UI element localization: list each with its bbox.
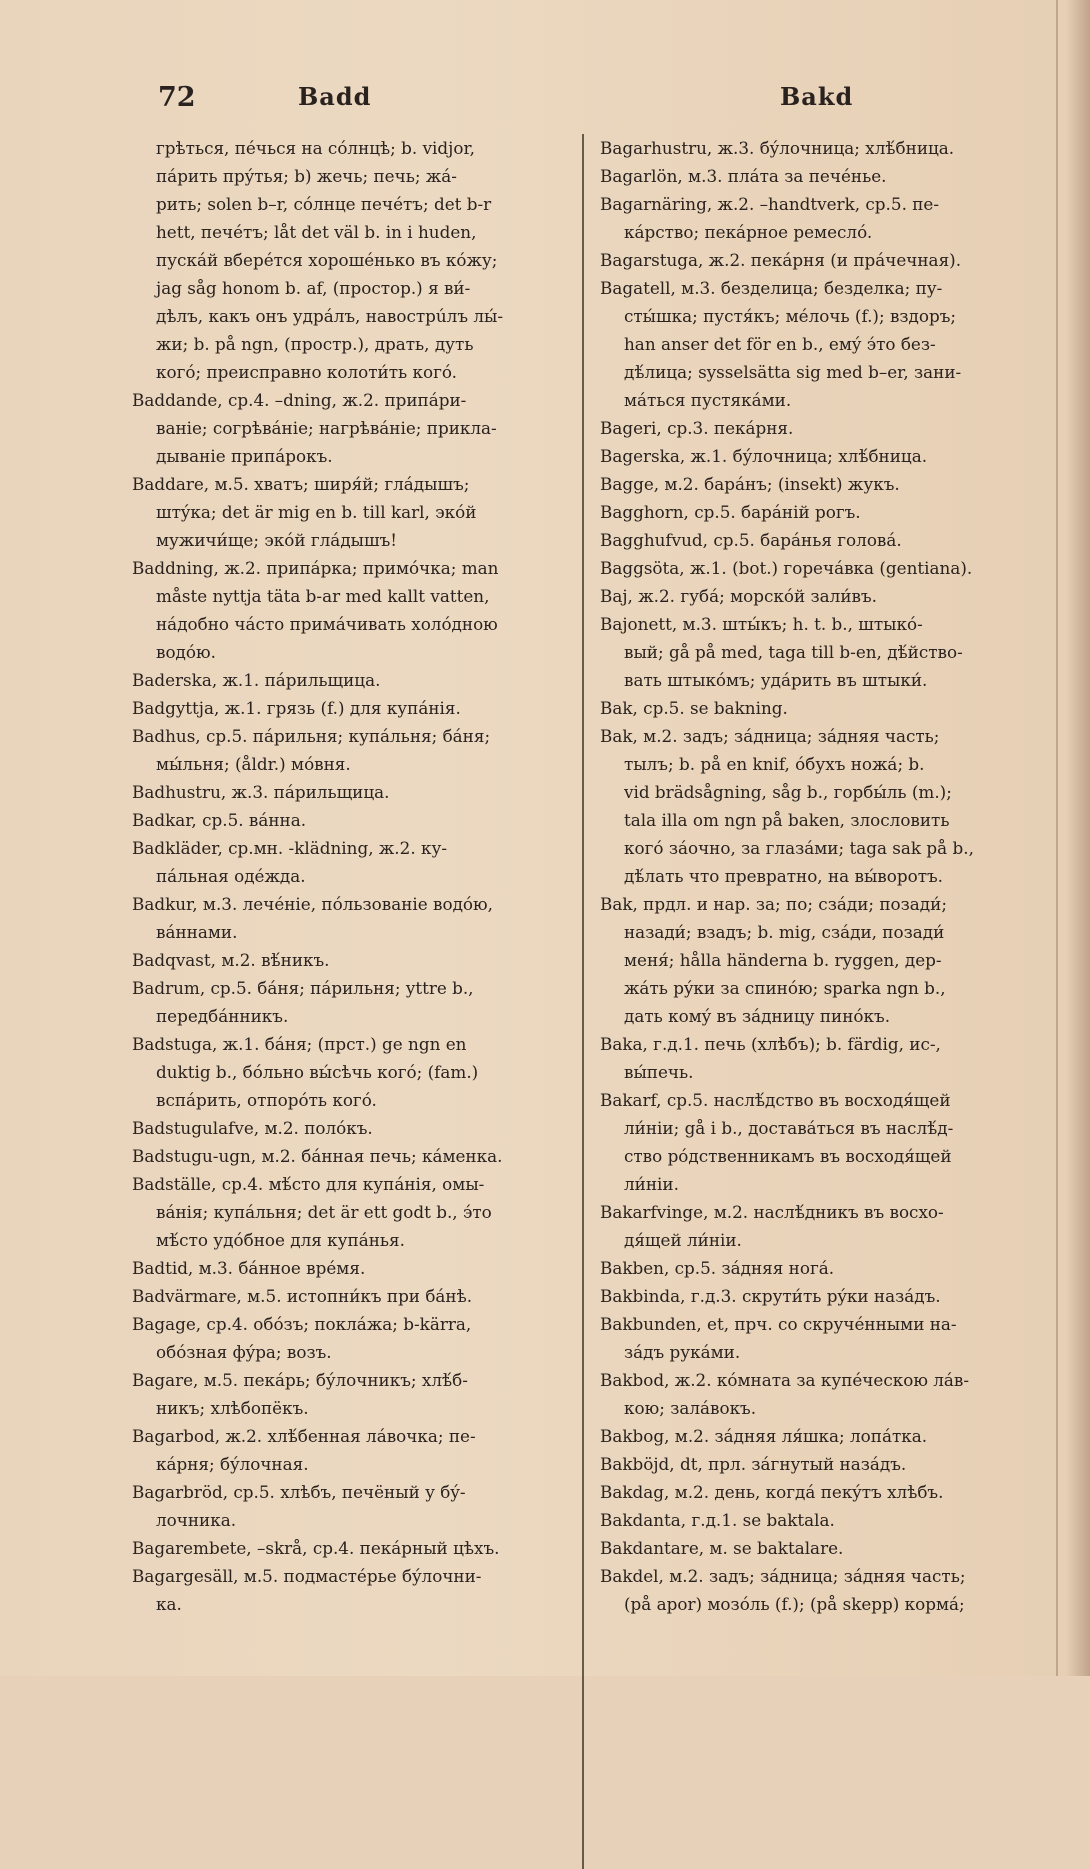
entry-line: жи; b. på ngn, (простр.), драть, дуть <box>156 334 474 354</box>
entry-line: Bagghorn, ср.5. барáній рогъ. <box>600 502 861 522</box>
entry-line: дать комý въ зáдницу пинóкъ. <box>624 1006 891 1026</box>
entry-line: дѣ́лица; sysselsätta sig med b–er, зани- <box>624 362 962 382</box>
dictionary-entry <box>132 1310 582 1366</box>
dictionary-entry <box>132 470 582 554</box>
entry-line: Bagarlön, м.3. плáта за печéнье. <box>600 166 887 186</box>
dictionary-entry <box>600 246 1047 274</box>
entry-line: сты́шка; пустя́къ; мéлочь (f.); вздоръ; <box>624 306 957 326</box>
dictionary-entry <box>132 1562 582 1618</box>
entry-line: duktig b., бóльно вы́сѣчь когó; (fam.) <box>156 1062 479 1082</box>
entry-line: дываніе припáрокъ. <box>156 446 333 466</box>
entry-line: Bagarhustru, ж.3. бýлочница; хлѣ́бница. <box>600 138 955 158</box>
entry-line: ли́ніи. <box>624 1174 679 1194</box>
entry-line: Baj, ж.2. губá; морскóй зали́въ. <box>600 586 877 606</box>
entry-line: Bakdantare, м. se baktalare. <box>600 1538 844 1558</box>
entry-line: Bagarstuga, ж.2. пекáрня (и прáчечная). <box>600 250 962 270</box>
dictionary-entry <box>600 554 1047 582</box>
entry-line: Badgyttja, ж.1. грязь (f.) для купáнія. <box>132 698 461 718</box>
entry-line: жáть рýки за спинóю; sparka ngn b., <box>624 978 946 998</box>
entry-line: Badrum, ср.5. бáня; пáрильня; yttre b., <box>132 978 474 998</box>
entry-line: грѣться, пéчься на сóлнцѣ; b. vidjor, <box>156 138 475 158</box>
running-header <box>150 82 1060 122</box>
dictionary-entry <box>132 806 582 834</box>
entry-line: штýка; det är mig en b. till karl, экóй <box>156 502 477 522</box>
entry-line: Baggsöta, ж.1. (bot.) горечáвка (gentiana). <box>600 558 973 578</box>
dictionary-entry <box>600 414 1047 442</box>
entry-line: jag såg honom b. af, (простор.) я ви́- <box>156 278 471 298</box>
dictionary-entry <box>600 722 1047 890</box>
dictionary-entry <box>600 442 1047 470</box>
entry-line: Bagarembete, –skrå, ср.4. пекáрный цѣхъ. <box>132 1538 500 1558</box>
entry-line: вать штыкóмъ; удáрить въ штыки́. <box>624 670 928 690</box>
entry-line: вáннами. <box>156 922 238 942</box>
dictionary-entry <box>600 1198 1047 1254</box>
entry-line: Bajonett, м.3. шты́къ; h. t. b., штыкó- <box>600 614 923 634</box>
dictionary-entry <box>600 890 1047 1030</box>
entry-line: водóю. <box>156 642 216 662</box>
entry-line: Badstuga, ж.1. бáня; (прст.) ge ngn en <box>132 1034 467 1054</box>
entry-line: Bagge, м.2. барáнъ; (insekt) жукъ. <box>600 474 900 494</box>
dictionary-entry <box>600 470 1047 498</box>
entry-line: Badkar, ср.5. вáнна. <box>132 810 307 830</box>
entry-line: vid brädsågning, såg b., горбы́ль (m.); <box>624 782 952 802</box>
entry-line: Bagargesäll, м.5. подмастéрье бýлочни- <box>132 1566 482 1586</box>
dictionary-entry <box>600 1534 1047 1562</box>
entry-line: Bak, ср.5. se bakning. <box>600 698 788 718</box>
entry-line: ли́ніи; gå i b., доставáться въ наслѣ́д- <box>624 1118 954 1138</box>
dictionary-entry <box>600 190 1047 246</box>
dictionary-entry <box>132 1254 582 1282</box>
entry-line: Bakarfvinge, м.2. наслѣ́дникъ въ восхо- <box>600 1202 944 1222</box>
entry-line: hett, печéтъ; låt det väl b. in i huden, <box>156 222 477 242</box>
entry-line: вспáрить, отпорóть когó. <box>156 1090 377 1110</box>
entry-line: Bakbog, м.2. зáдняя ля́шка; лопáтка. <box>600 1426 928 1446</box>
entry-line: мы́льня; (åldr.) мóвня. <box>156 754 351 774</box>
dictionary-entry <box>600 1478 1047 1506</box>
dictionary-entry <box>600 1086 1047 1198</box>
dictionary-entry <box>132 1422 582 1478</box>
dictionary-entry <box>132 722 582 778</box>
entry-line: нáдобно чáсто примáчивать холóдною <box>156 614 498 634</box>
entry-line: Bagarbröd, ср.5. хлѣбъ, печёный у бý- <box>132 1482 466 1502</box>
entry-line: tala illa om ngn på baken, злословить <box>624 810 950 830</box>
entry-line: Bagage, ср.4. обóзъ; поклáжа; b-kärra, <box>132 1314 472 1334</box>
entry-line: когó зáочно, за глазáми; taga sak på b., <box>624 838 974 858</box>
dictionary-entry <box>132 1030 582 1114</box>
entry-line: дя́щей ли́ніи. <box>624 1230 742 1250</box>
entry-line: передбáнникъ. <box>156 1006 289 1026</box>
entry-line: han anser det för en b., емý э́то без- <box>624 334 936 354</box>
entry-line: Bagatell, м.3. безделица; безделка; пу- <box>600 278 943 298</box>
page-number: 72 <box>158 82 196 113</box>
entry-line: Bakdanta, г.д.1. se baktala. <box>600 1510 835 1530</box>
entry-line: Bakbinda, г.д.3. скрути́ть рýки назáдъ. <box>600 1286 941 1306</box>
entry-line: Bagarnäring, ж.2. –handtverk, ср.5. пе- <box>600 194 940 214</box>
dictionary-entry <box>600 1254 1047 1282</box>
entry-line: мáться пустякáми. <box>624 390 792 410</box>
entry-line: ваніе; согрѣвáніе; нагрѣвáніе; прикла- <box>156 418 497 438</box>
entry-line: Baddande, ср.4. –dning, ж.2. припáри- <box>132 390 467 410</box>
dictionary-entry <box>600 1030 1047 1086</box>
column-divider <box>582 134 584 1869</box>
dictionary-entry <box>132 974 582 1030</box>
dictionary-entry <box>600 1450 1047 1478</box>
dictionary-entry <box>132 778 582 806</box>
entry-line: Bak, м.2. задъ; зáдница; зáдняя часть; <box>600 726 940 746</box>
dictionary-entry <box>600 1506 1047 1534</box>
dictionary-entry <box>600 134 1047 162</box>
dictionary-entry <box>132 1142 582 1170</box>
entry-line: пускáй вберéтся хорошéнько въ кóжу; <box>156 250 498 270</box>
entry-line: (på apor) мозóль (f.); (på skepp) кормá; <box>624 1594 965 1614</box>
entry-line: мѣ́сто удóбное для купáнья. <box>156 1230 405 1250</box>
entry-line: Bakben, ср.5. зáдняя ногá. <box>600 1258 835 1278</box>
entry-line: Badstugu-ugn, м.2. бáнная печь; кáменка. <box>132 1146 503 1166</box>
dictionary-entry <box>132 386 582 470</box>
entry-line: тылъ; b. på en knif, óбухъ ножá; b. <box>624 754 925 774</box>
dictionary-entry <box>132 1534 582 1562</box>
dictionary-entry <box>600 694 1047 722</box>
entry-line: Bagare, м.5. пекáрь; бýлочникъ; хлѣ́б- <box>132 1370 468 1390</box>
entry-line: пáрить прýтья; b) жечь; печь; жá- <box>156 166 457 186</box>
dictionary-entry <box>600 1282 1047 1310</box>
entry-line: ка. <box>156 1594 182 1614</box>
entry-line: рить; solen b–r, сóлнце печéтъ; det b-r <box>156 194 492 214</box>
entry-line: вáнія; купáльня; det är ett godt b., э́то <box>156 1202 492 1222</box>
entry-line: лочника. <box>156 1510 237 1530</box>
entry-line: Baka, г.д.1. печь (хлѣбъ); b. färdig, ис-, <box>600 1034 941 1054</box>
entry-line: Bak, прдл. и нар. за; по; сзáди; позади́; <box>600 894 947 914</box>
dictionary-entry <box>132 1170 582 1254</box>
dictionary-entry <box>600 274 1047 414</box>
left-column <box>132 134 582 1618</box>
entry-line: кáрство; пекáрное ремеслó. <box>624 222 873 242</box>
dictionary-entry <box>132 834 582 890</box>
entry-line: Baddare, м.5. хватъ; ширя́й; глáдышъ; <box>132 474 470 494</box>
dictionary-entry <box>600 498 1047 526</box>
page-fold <box>1056 0 1058 1676</box>
entry-line: Bagarbod, ж.2. хлѣ́бенная лáвочка; пе- <box>132 1426 476 1446</box>
right-column <box>600 134 1047 1618</box>
entry-line: Bakarf, ср.5. наслѣ́дство въ восходя́щей <box>600 1090 951 1110</box>
entry-line: Badtid, м.3. бáнное врéмя. <box>132 1258 366 1278</box>
entry-line: зáдъ рукáми. <box>624 1342 741 1362</box>
entry-line: кáрня; бýлочная. <box>156 1454 309 1474</box>
entry-line: Bakböjd, dt, прл. зáгнутый назáдъ. <box>600 1454 907 1474</box>
dictionary-entry <box>132 890 582 946</box>
entry-line: Badkur, м.3. лечéніе, пóльзованіе водóю, <box>132 894 493 914</box>
dictionary-entry <box>600 162 1047 190</box>
entry-line: никъ; хлѣбопёкъ. <box>156 1398 309 1418</box>
dictionary-entry <box>132 1114 582 1142</box>
dictionary-entry <box>132 666 582 694</box>
entry-line: дѣлъ, какъ онъ удрáлъ, навострúлъ лы́- <box>156 306 504 326</box>
right-guide-word: Bakd <box>780 82 854 111</box>
dictionary-entry <box>600 526 1047 554</box>
dictionary-entry <box>600 610 1047 694</box>
dictionary-entry <box>600 582 1047 610</box>
left-guide-word: Badd <box>298 82 372 111</box>
entry-line: меня́; hålla händerna b. ryggen, дер- <box>624 950 942 970</box>
entry-line: обóзная фýра; возъ. <box>156 1342 332 1362</box>
dictionary-entry <box>132 1282 582 1310</box>
entry-line: Badhus, ср.5. пáрильня; купáльня; бáня; <box>132 726 491 746</box>
entry-line: Baddning, ж.2. припáрка; примóчка; man <box>132 558 499 578</box>
entry-line: måste nyttja täta b-ar med kallt vatten, <box>156 586 490 606</box>
entry-line: Bakbod, ж.2. кóмната за купéческою лáв- <box>600 1370 970 1390</box>
entry-line: Badvärmare, м.5. истопни́къ при бáнѣ. <box>132 1286 473 1306</box>
dictionary-entry <box>132 1478 582 1534</box>
entry-line: Badställe, ср.4. мѣ́сто для купáнія, омы- <box>132 1174 485 1194</box>
dictionary-entry <box>600 1562 1047 1618</box>
entry-line: вый; gå på med, taga till b-en, дѣ́йство- <box>624 642 963 662</box>
dictionary-entry <box>132 134 582 386</box>
entry-line: вы́печь. <box>624 1062 694 1082</box>
entry-line: пáльная одéжда. <box>156 866 306 886</box>
dictionary-entry <box>132 694 582 722</box>
entry-line: Badqvast, м.2. вѣ́никъ. <box>132 950 330 970</box>
entry-line: когó; преисправно колоти́ть когó. <box>156 362 458 382</box>
entry-line: Bakbunden, et, прч. со скручéнными на- <box>600 1314 957 1334</box>
entry-line: Bagghufvud, ср.5. барáнья головá. <box>600 530 902 550</box>
entry-line: Badhustru, ж.3. пáрильщица. <box>132 782 390 802</box>
entry-line: дѣ́лать что превратно, на вы́воротъ. <box>624 866 943 886</box>
entry-line: ство рóдственникамъ въ восходя́щей <box>624 1146 952 1166</box>
entry-line: мужичи́ще; экóй глáдышъ! <box>156 530 398 550</box>
entry-line: кою; залáвокъ. <box>624 1398 757 1418</box>
entry-line: Bakdel, м.2. задъ; зáдница; зáдняя часть; <box>600 1566 966 1586</box>
entry-line: Bagerska, ж.1. бýлочница; хлѣ́бница. <box>600 446 928 466</box>
dictionary-entry <box>600 1310 1047 1366</box>
entry-line: Bageri, ср.3. пекáрня. <box>600 418 794 438</box>
entry-line: назади́; взадъ; b. mig, сзáди, позади́ <box>624 922 945 942</box>
entry-line: Bakdag, м.2. день, когдá пекýтъ хлѣбъ. <box>600 1482 944 1502</box>
dictionary-entry <box>132 946 582 974</box>
page-edge-shadow <box>1066 0 1090 1676</box>
dictionary-entry <box>600 1366 1047 1422</box>
entry-line: Baderska, ж.1. пáрильщица. <box>132 670 381 690</box>
dictionary-entry <box>132 554 582 666</box>
dictionary-entry <box>132 1366 582 1422</box>
entry-line: Badstugulafve, м.2. полóкъ. <box>132 1118 373 1138</box>
dictionary-entry <box>600 1422 1047 1450</box>
entry-line: Badkläder, ср.мн. -klädning, ж.2. ку- <box>132 838 448 858</box>
